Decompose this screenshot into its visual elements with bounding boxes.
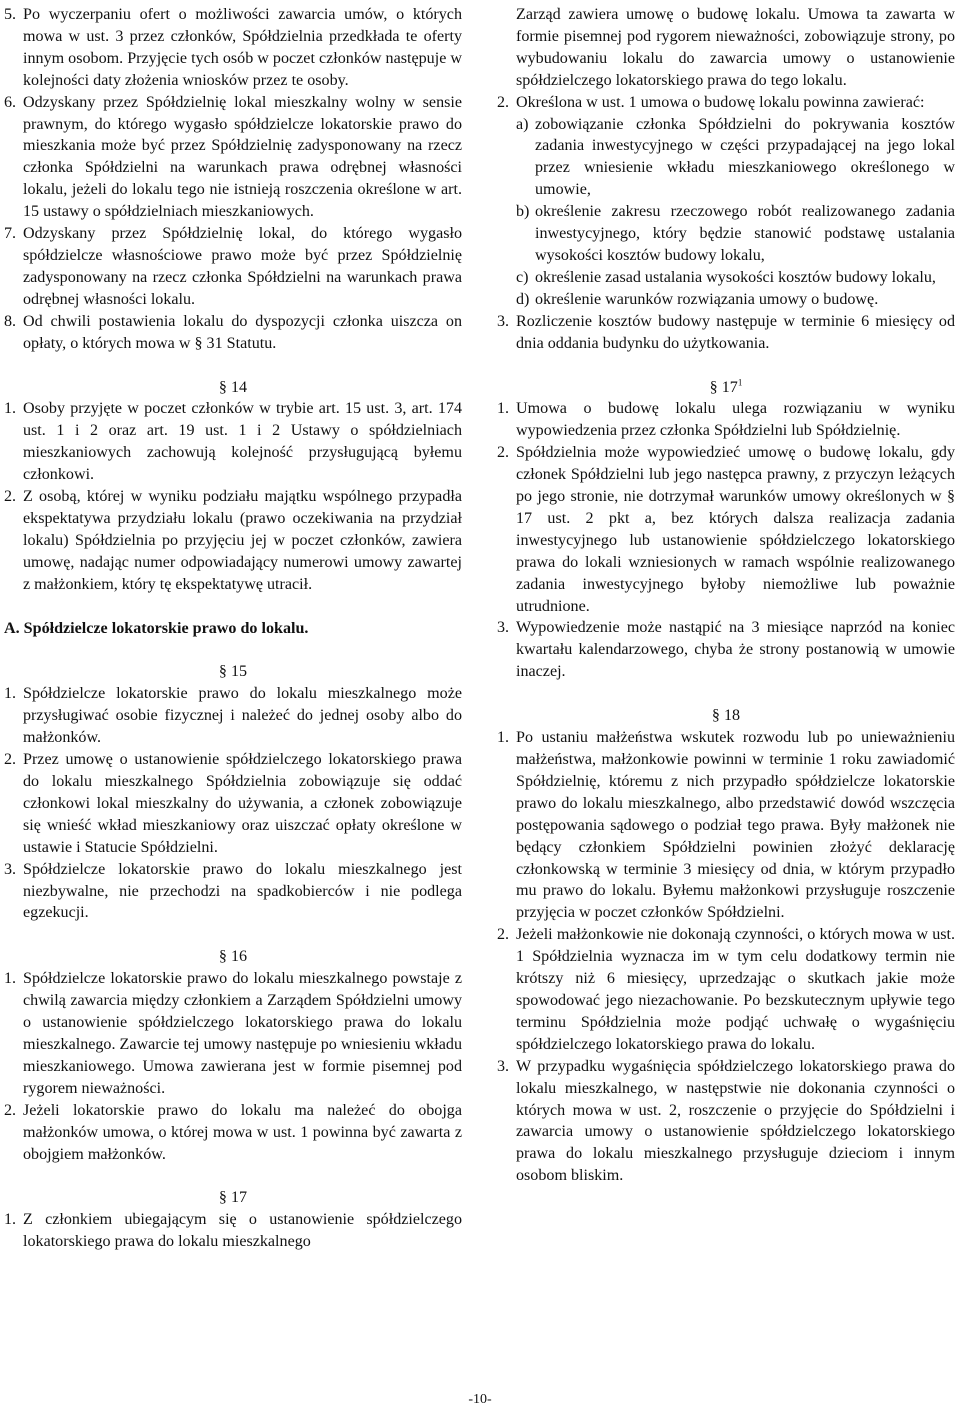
list-item: b) określenie zakresu rzeczowego robót realizowanego zadania inwestycyjnego, który będzie stanowić podstawę ustalania wysokości kosztów budowy lokalu, bbox=[516, 203, 955, 264]
section-17-title: § 17 bbox=[218, 1189, 248, 1207]
section-18-paragraph-1: 1. Po ustaniu małżeństwa wskutek rozwodu lub po unieważnieniu małżeństwa, małżonkowie powinni w terminie 1 roku zawiadomić Spółdzielnię, któremu z nich przypadło spółdzielcze lokatorskie prawo do lokalu mieszkalnego, albo przedstawić dowód wszczęcia postępowania sądowego o podział tego prawa. Były małżonek nie będący członkiem Spółdzielni powinien złożyć deklarację członkowską w terminie 3 miesięcy od dnia, w którym przypadło mu prawo do lokalu. Byłemu małżonkowi przysługuje roszczenie przyjęcia w poczet członków Spółdzielni. bbox=[497, 729, 955, 922]
list-item: a) zobowiązanie członka Spółdzielni do pokrywania kosztów zadania inwestycyjnego w części przypadającej na jego lokal przez wniesienie wkładu mieszkaniowego określonego w umowie, bbox=[516, 115, 955, 199]
section-16-paragraph-2: 2. Jeżeli lokatorskie prawo do lokalu ma należeć do obojga małżonków umowa, o której mowa w ust. 1 powinna być zawarta z obojgiem małżonków. bbox=[4, 1101, 462, 1163]
section-15-title: § 15 bbox=[218, 663, 248, 681]
section-17-1-paragraph-1: 1. Umowa o budowę lokalu ulega rozwiązaniu w wyniku wypowiedzenia przez członka Spółdzielni lub Spółdzielnię. bbox=[497, 400, 955, 440]
section-17-paragraph-2: 2. Określona w ust. 1 umowa o budowę lokalu powinna zawierać: bbox=[497, 93, 925, 111]
section-16-paragraph-1: 1. Spółdzielcze lokatorskie prawo do lokalu mieszkalnego powstaje z chwilą zawarcia między członkiem a Zarządem Spółdzielni umowy o ustanowienie spółdzielczego lokatorskiego prawa do lokalu mieszkalnego. Zawarcie tej umowy następuje po wniesieniu wkładu mieszkaniowego. Umowa zawierana jest w formie pisemnej pod rygorem nieważności. bbox=[4, 970, 462, 1097]
section-17-1-paragraph-3: 3. Wypowiedzenie może nastąpić na 3 miesiące naprzód na koniec kwartału kalendarzowego, chyba że strony postanowią w umowie inaczej. bbox=[497, 619, 955, 681]
right-column bbox=[497, 4, 955, 1187]
section-17-1-title: § $17^1$ bbox=[709, 377, 743, 396]
section-17-paragraph-1-continuation: Zarząd zawiera umowę o budowę lokalu. Umowa ta zawarta w formie pisemnej pod rygorem nieważności, zobowiązuje strony, po wybudowaniu lokalu do zawarcia umowy o ustanowienie spółdzielczego lokatorskiego prawa do tego lokalu. bbox=[516, 6, 955, 89]
paragraph-7: 7. Odzyskany przez Spółdzielnię lokal, do którego wygasło spółdzielcze własnościowe prawo może być przez Spółdzielnię zadysponowany na rzecz członka Spółdzielni na warunkach prawa odrębnej własności lokalu. bbox=[4, 225, 462, 308]
section-17-1-paragraph-2: 2. Spółdzielnia może wypowiedzieć umowę o budowę lokalu, gdy członek Spółdzielni lub jego następca prawny, z przyczyn leżących po jego stronie, nie dotrzymał warunków umowy określonych w § 17 ust. 2 pkt a, bez których dalsza realizacja zadania inwestycyjnego lub ustanowienie spółdzielczego lokatorskiego prawa do lokali wzniesionych w ramach wspólnie realizowanego zadania inwestycyjnego byłoby niemożliwe lub poważnie utrudnione. bbox=[497, 444, 955, 615]
list-item: d) określenie warunków rozwiązania umowy o budowę. bbox=[516, 290, 879, 308]
section-14-paragraph-2: 2. Z osobą, której w wyniku podziału majątku wspólnego przypadła ekspektatywa przydziału lokalu (prawo oczekiwania na przydział lokalu) Spółdzielnia po przyjęciu jej w poczet członków, zawiera umowę, nadając numer odpowiadający numerowi umowy zawartej z małżonkiem, który tę ekspektatywę utracił. bbox=[4, 488, 462, 593]
section-a-heading: A. Spółdzielcze lokatorskie prawo do lokalu. bbox=[4, 619, 309, 637]
section-18-title: § 18 bbox=[711, 707, 741, 725]
superscript-1: 1 bbox=[737, 377, 743, 388]
section-18-paragraph-3: 3. W przypadku wygaśnięcia spółdzielczego lokatorskiego prawa do lokalu mieszkalnego, w następstwie nie dokonania czynności o których mowa w ust. 2, roszczenie o przyjęcie do Spółdzielni i zawarcia umowy o ustanowienie spółdzielczego lokatorskiego prawa do lokalu mieszkalnego przysługuje dzieciom i innym osobom bliskim. bbox=[497, 1057, 955, 1185]
section-17-paragraph-1: 1. Z członkiem ubiegającym się o ustanowienie spółdzielczego lokatorskiego prawa do lokalu mieszkalnego bbox=[4, 1211, 462, 1251]
section-14-paragraph-1: 1. Osoby przyjęte w poczet członków w trybie art. 15 ust. 3, art. 174 ust. 1 i 2 oraz art. 19 ust. 1 i 2 Ustawy o spółdzielniach mieszkaniowych zachowują kolejność przysługującą byłemu członkowi. bbox=[4, 400, 462, 484]
paragraph-6: 6. Odzyskany przez Spółdzielnię lokal mieszkalny wolny w sensie prawnym, do którego wygasło spółdzielcze lokatorskie prawo do mieszkania może być przez Spółdzielnię zadysponowany na rzecz członka Spółdzielni na warunkach prawa odrębnej własności lokalu, jeżeli do lokalu tego nie istnieją roszczenia określone w art. 15 ustawy o spółdzielniach mieszkaniowych. bbox=[4, 93, 462, 221]
left-column bbox=[4, 4, 462, 1253]
section-17-paragraph-3: 3. Rozliczenie kosztów budowy następuje w terminie 6 miesięcy od dnia oddania budynku do użytkowania. bbox=[497, 312, 955, 352]
section-14-title: § 14 bbox=[218, 378, 248, 396]
section-18-paragraph-2: 2. Jeżeli małżonkowie nie dokonają czynności, o których mowa w ust. 1 Spółdzielnia wyznacza im w tym celu dodatkowy termin nie krótszy niż 6 miesięcy, uprzedzając o skutkach jakie może spowodować jego niezachowanie. Po bezskutecznym upływie tego terminu Spółdzielnia może podjąć uchwałę o wygaśnięciu spółdzielczego lokatorskiego prawa do lokalu. bbox=[497, 926, 955, 1053]
page-number: -10- bbox=[468, 1392, 492, 1407]
paragraph-5: 5. Po wyczerpaniu ofert o możliwości zawarcia umów, o których mowa w ust. 3 przez członków, Spółdzielnia przedkłada te oferty innym osobom. Przyjęcie tych osób w poczet członków następuje w kolejności daty złożenia wniosków przez te osoby. bbox=[4, 6, 462, 89]
section-16-title: § 16 bbox=[218, 948, 248, 966]
list-item: c) określenie zasad ustalania wysokości kosztów budowy lokalu, bbox=[516, 268, 936, 286]
section-15-paragraph-1: 1. Spółdzielcze lokatorskie prawo do lokalu mieszkalnego może przysługiwać osobie fizycznej i należeć do jednej osoby albo do małżonków. bbox=[4, 685, 462, 747]
section-15-paragraph-3: 3. Spółdzielcze lokatorskie prawo do lokalu mieszkalnego jest niezbywalne, nie przechodzi na spadkobierców i nie podlega egzekucji. bbox=[4, 860, 462, 922]
section-15-paragraph-2: 2. Przez umowę o ustanowienie spółdzielczego lokatorskiego prawa do lokalu mieszkalnego Spółdzielnia zobowiązuje się oddać członkowi lokal mieszkalny do używania, a członek zobowiązuje się wnieść wkład mieszkaniowy oraz uiszczać opłaty określone w ustawie i Statucie Spółdzielni. bbox=[4, 751, 462, 856]
paragraph-8: 8. Od chwili postawienia lokalu do dyspozycji członka uiszcza on opłaty, o których mowa w § 31 Statutu. bbox=[4, 312, 462, 352]
